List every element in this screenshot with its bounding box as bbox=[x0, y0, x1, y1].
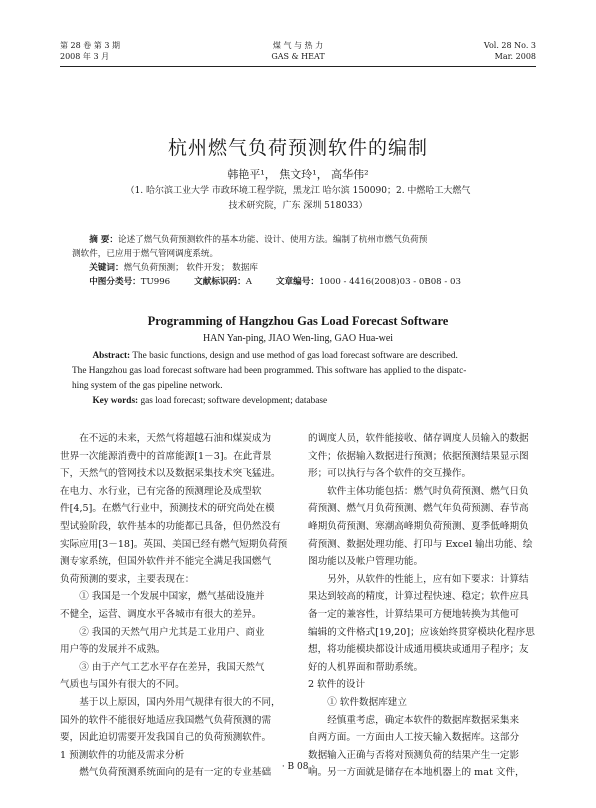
body-line: 要，因此迫切需要开发我国自己的负荷预测软件。 bbox=[60, 732, 272, 744]
abstract-en-line3: hing system of the gas pipeline network. bbox=[72, 381, 223, 391]
body-line: 想，将功能模块都设计成通用模块或通用子程序；友 bbox=[308, 644, 529, 656]
body-line: 另外，从软件的性能上，应有如下要求：计算结 bbox=[327, 573, 529, 585]
abstract-text: 论述了燃气负荷预测软件的基本功能、设计、使用方法。编制了杭州市燃气负荷预 bbox=[117, 235, 428, 245]
paper-title: 杭州燃气负荷预测软件的编制 bbox=[167, 137, 428, 159]
affiliations bbox=[100, 184, 496, 214]
body-line: 荷预测、燃气月负荷预测、燃气年负荷预测、春节高 bbox=[308, 503, 529, 515]
affiliation-line: （1. 哈尔滨工业大学 市政环境工程学院，黑龙江 哈尔滨 150090；2. 中燃哈工大燃气 bbox=[125, 186, 471, 196]
body-line: ② 我国的天然气用户尤其是工业用户、商业 bbox=[79, 626, 265, 638]
body-line: 经慎重考虑，确定本软件的数据库数据采集来 bbox=[327, 714, 520, 726]
abstract-en-label: Abstract: bbox=[92, 351, 131, 361]
keywords-label: 关键词： bbox=[89, 263, 124, 273]
body-line: 文件；依据输入数据进行预测；依据预测结果显示图 bbox=[308, 450, 529, 462]
body-line: 测专家系统，但国外软件并不能完全满足我国燃气 bbox=[60, 556, 272, 568]
right-column bbox=[308, 430, 548, 782]
keywords-en-label: Key words: bbox=[92, 396, 139, 406]
volume-line-en: Vol. 28 No. 3 bbox=[483, 41, 536, 50]
abstract-cn-line2: 测软件，已应用于燃气管网调度系统。 bbox=[72, 249, 219, 259]
abstract-en-line2: The Hangzhou gas load forecast software had been programmed. This software has applied to the dispatc- bbox=[72, 366, 467, 376]
body-line: 基于以上原因，国内外用气规律有很大的不同， bbox=[79, 696, 281, 708]
body-line: 燃气负荷预测系统面向的是有一定的专业基础 bbox=[79, 767, 272, 779]
abstract-cn-line1 bbox=[72, 233, 528, 247]
keywords-en bbox=[72, 394, 528, 409]
authors: 韩艳平¹， 焦文玲¹， 高华伟² bbox=[227, 168, 369, 181]
body-line: 响。另一方面就是储存在本地机器上的 mat 文件， bbox=[308, 767, 525, 779]
article-no-value: 1000 - 4416(2008)03 - 0B08 - 03 bbox=[318, 277, 461, 287]
affiliation-line: 技术研究院，广东 深圳 518033） bbox=[228, 201, 368, 211]
clc-label: 中图分类号： bbox=[89, 277, 141, 287]
volume-line: 第 28 卷 第 3 期 bbox=[60, 41, 120, 50]
abstract-en bbox=[72, 349, 528, 409]
body-line: 在不远的未来，天然气将超越石油和煤炭成为 bbox=[79, 433, 272, 444]
body-line: 形；可以执行与各个软件的交互操作。 bbox=[308, 468, 472, 480]
article-no-label: 文章编号： bbox=[275, 277, 319, 287]
abstract-label: 摘 要： bbox=[89, 235, 118, 245]
body-line: 果达到较高的精度，计算过程快速、稳定；软件应具 bbox=[308, 591, 529, 603]
doc-code-value: A bbox=[245, 277, 252, 287]
body-line: 不健全，运营、调度水平各城市有很大的差异。 bbox=[60, 608, 262, 620]
journal-name bbox=[60, 40, 536, 62]
body-line: 好的人机界面和帮助系统。 bbox=[308, 661, 424, 673]
date-line: 2008 年 3 月 bbox=[60, 52, 110, 61]
body-line: ③ 由于产气工艺水平存在差异，我国天然气 bbox=[79, 661, 265, 673]
english-authors: HAN Yan-ping, JIAO Wen-ling, GAO Hua-wei bbox=[202, 333, 394, 344]
body-line: 自两方面。一方面由人工按天输入数据库。这部分 bbox=[308, 732, 520, 744]
body-line: 气质也与国外有很大的不同。 bbox=[60, 679, 185, 691]
body-line: 软件主体功能包括：燃气时负荷预测、燃气日负 bbox=[327, 485, 529, 497]
body-line: ① 我国是一个发展中国家，燃气基础设施并 bbox=[79, 591, 265, 603]
body-line: 国外的软件不能很好地适应我国燃气负荷预测的需 bbox=[60, 714, 272, 726]
abstract-cn bbox=[72, 233, 528, 289]
journal-name-cn: 煤 气 与 热 力 bbox=[272, 41, 324, 50]
body-line: ① 软件数据库建立 bbox=[327, 696, 407, 708]
body-line: 备一定的兼容性，计算结果可方便地转换为其他可 bbox=[308, 608, 520, 620]
abstract-en-text: The basic functions, design and use method of gas load forecast software are described. bbox=[132, 351, 458, 361]
english-title: Programming of Hangzhou Gas Load Forecast Software bbox=[147, 314, 449, 328]
keywords-cn bbox=[72, 261, 528, 275]
body-line: 图功能以及帐户管理功能。 bbox=[308, 556, 424, 568]
section-heading: 2 软件的设计 bbox=[308, 679, 366, 691]
body-line: 用户等的发展并不成熟。 bbox=[60, 644, 166, 656]
keywords-en-text: gas load forecast; software development; database bbox=[140, 396, 328, 406]
body-line: 的调度人员，软件能接收、储存调度人员输入的数据 bbox=[308, 433, 529, 444]
body-line: 世界一次能源消费中的首席能源[1－3]。在此背景 bbox=[60, 450, 272, 462]
body-line: 下，天然气的管网技术以及数据采集技术突飞猛进。 bbox=[60, 468, 281, 480]
classification-line bbox=[72, 275, 528, 289]
body-line: 编辑的文件格式[19,20]；应该始终贯穿模块化程序思 bbox=[308, 626, 535, 638]
keywords-text: 燃气负荷预测； 软件开发； 数据库 bbox=[123, 263, 258, 273]
abstract-en-line1 bbox=[72, 349, 528, 364]
date-line-en: Mar. 2008 bbox=[494, 52, 536, 61]
body-line: 件[4,5]。在燃气行业中，预测技术的研究尚处在模 bbox=[60, 503, 275, 515]
body-line: 型试验阶段，软件基本的功能都已具备，但仍然没有 bbox=[60, 520, 281, 532]
body-line: 负荷预测的要求，主要表现在： bbox=[60, 573, 195, 585]
body-line: 实际应用[3－18]。英国、美国已经有燃气短期负荷预 bbox=[60, 538, 288, 550]
page-number: · B 08 · bbox=[281, 762, 315, 772]
clc-value: TU996 bbox=[140, 277, 171, 287]
doc-code-label: 文献标识码： bbox=[194, 277, 246, 287]
volume-issue-en bbox=[484, 40, 536, 62]
section-heading: 1 预测软件的功能及需求分析 bbox=[60, 749, 185, 761]
body-line: 在电力、水行业，已有完备的预测理论及成型软 bbox=[60, 485, 262, 497]
left-column bbox=[60, 430, 300, 782]
body-line: 峰期负荷预测、寒潮高峰期负荷预测、夏季低峰期负 bbox=[308, 520, 529, 532]
journal-name-en: GAS & HEAT bbox=[271, 52, 325, 61]
body-line: 荷预测、数据处理功能、打印与 Excel 输出功能、绘 bbox=[308, 538, 533, 550]
body-line: 数据输入正确与否将对预测负荷的结果产生一定影 bbox=[308, 749, 520, 761]
header-rule bbox=[60, 66, 536, 67]
